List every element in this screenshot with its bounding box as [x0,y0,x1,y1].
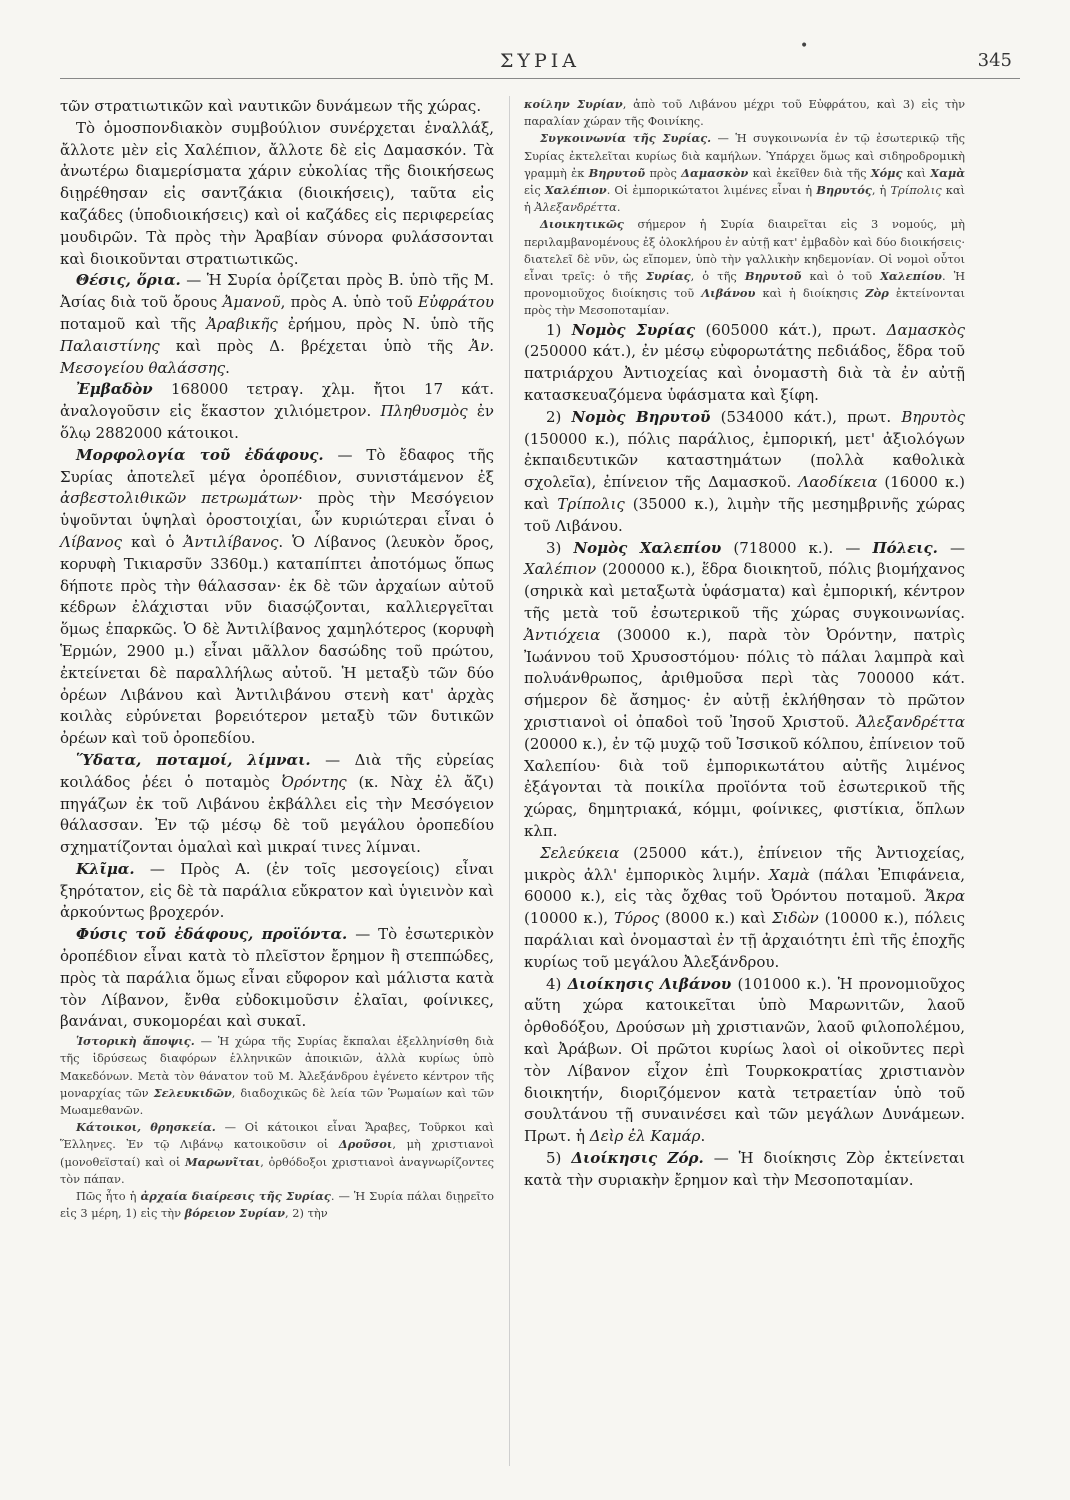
text-run: (10000 κ.), πόλεις παράλιαι καὶ ὀνομασταὶ ἐν τῇ ἀρχαιότητι ἐπὶ τῆς ἐποχῆς κυρίως τοῦ μεγάλου Ἀλεξάνδρου. [524,909,965,971]
emphasis-text: ἀσβεστολιθικῶν πετρωμάτων [60,489,299,508]
paragraph [60,924,494,1033]
paragraph [524,538,965,843]
text-run: , μὴ χριστιανοὶ (μονοθεϊσταί) καὶ οἱ [60,1137,495,1169]
text-run: — [937,538,965,557]
text-run: (25000 κάτ.), ἐπίνειον τῆς Ἀντιοχείας, μικρὸς ἀλλ' ἐμπορικὸς λιμήν. [524,843,965,884]
section-heading: Δαμασκὸν [681,165,749,180]
section-heading: Νομὸς Συρίας [571,320,696,339]
text-run: — Πρὸς Α. (ἐν τοῖς μεσογείοις) εἶναι ξηρότατον, εἰς δὲ τὰ παράλια εὔκρατον καὶ ὑγιεινὸν καὶ ἀρκούντως βροχερόν. [60,859,494,922]
text-run: καὶ ἡ [524,183,965,215]
text-run: (150000 κ.), πόλις παράλιος, ἐμπορική, μετ' ἀξιολόγων ἐκπαιδευτικῶν καταστημάτων (πολλὰ καθολικὰ σχολεῖα), ἐπίνειον τῆς Δαμασκοῦ. [524,429,965,492]
paragraph [60,1033,494,1119]
emphasis-text: Λαοδίκεια [798,473,878,492]
paragraph [524,96,965,130]
section-heading: Δροῦσοι [338,1137,393,1152]
text-run: (200000 κ.), ἕδρα διοικητοῦ, πόλις βιομήχανος (σηρικὰ καὶ μεταξωτὰ ὑφάσματα) καὶ ἐμπορική, κέντρον τῆς μετὰ τοῦ ἐσωτερικοῦ τῆς χώρας συγκοινωνίας. [524,560,965,622]
text-run: — Τὸ ἐσωτερικὸν ὀροπέδιον εἶναι κατὰ τὸ πλεῖστον ἔρημον ἢ στεππώδες, πρὸς τὰ παράλια ὅμως εἶναι εὔφορον καὶ μάλιστα κατὰ τὸν Λίβανον, ἔνθα εὐδοκιμοῦσιν ἐλαῖαι, φοίνικες, βανάναι, συκομορέαι καὶ συκαῖ. [60,925,494,1031]
emphasis-text: Ὀρόντης [281,772,347,791]
text-run: · πρὸς τὴν Μεσόγειον ὑψοῦνται ὑψηλαὶ ὀροστοιχίαι, ὧν κυριώτεραι εἶναι ὁ [60,489,494,530]
text-run: 168000 τετραγ. χλμ. ἤτοι 17 κάτ. ἀναλογοῦσιν εἰς ἕκαστον χιλιόμετρον. [60,380,494,421]
column-divider [509,96,510,1466]
text-run: τῶν στρατιωτικῶν καὶ ναυτικῶν δυνάμεων τῆς χώρας. [60,97,482,115]
text-run: — Οἱ κάτοικοι εἶναι Ἄραβες, Τοῦρκοι καὶ Ἕλληνες. Ἐν τῷ Λιβάνῳ κατοικοῦσιν οἱ [60,1120,494,1152]
text-run: , ὁ τῆς [690,269,745,284]
section-heading: Κάτοικοι, θρησκεία. [76,1120,216,1135]
text-run: — Ἡ Συρία ὁρίζεται πρὸς Β. ὑπὸ τῆς Μ. Ἀσίας διὰ τοῦ ὄρους [60,271,494,312]
text-run: . [700,1127,706,1146]
emphasis-text: Ἀλεξανδρέττα [856,712,965,731]
paragraph [60,750,494,859]
text-run: καὶ ἐκεῖθεν διὰ τῆς [748,165,871,180]
paragraph [60,445,494,750]
text-run: καὶ ὁ [122,532,184,551]
section-heading: βόρειον Συρίαν [184,1206,286,1221]
text-run: πρὸς [645,165,682,180]
section-heading: Βηρυτοῦ [744,269,802,284]
emphasis-text: Ἀν. Μεσογείου θαλάσσης [60,336,494,377]
text-run: (101000 κ.). Ἡ προνομιοῦχος αὕτη χώρα κατοικεῖται ὑπὸ Μαρωνιτῶν, λαοῦ ὀρθοδόξου, Δρούσων μὴ χριστιανῶν, λαοῦ φιλοπολέμου, καὶ Ἀράβων. Οἱ πρῶτοι κυρίως λαοὶ οἱ οἰκοῦντες περὶ τὸν Λίβανον εἶχον ἐπὶ Τουρκοκρατίας χριστιανὸν διοικητήν, διοριζόμενον κατὰ τετραετίαν ὑπὸ τοῦ σουλτάνου τῇ συναινέσει καὶ τῶν μεγάλων Δυνάμεων. Πρωτ. ἡ [524,974,965,1146]
paragraph [60,1188,494,1222]
paragraph [60,118,494,271]
section-heading: Συρίας [645,269,691,284]
text-run: — Ἡ διοίκησις Ζὸρ ἐκτείνεται κατὰ τὴν συριακὴν ἔρημον καὶ τὴν Μεσοποταμίαν. [524,1148,965,1189]
text-run: (16000 κ.) καὶ [524,473,965,514]
text-run: 3) [546,538,574,557]
section-heading: Χόμς [870,165,903,180]
section-heading: Νομὸς Βηρυτοῦ [571,407,711,426]
section-heading: Σελευκιδῶν [153,1085,232,1100]
emphasis-text: Ἀλεξανδρέττα [534,200,617,215]
emphasis-text: Δεὶρ ἐλ Καμάρ [589,1127,701,1146]
text-run: σήμερον ἡ Συρία διαιρεῖται εἰς 3 νομούς, μὴ περιλαμβανομένους ἐξ ὁλοκλήρου ἐν αὐτῇ κατ' ἐμβαδὸν καὶ δύο διοικήσεις· διατελεῖ δὲ νῦν, ὡς εἴπομεν, ὑπὸ τὴν γαλλικὴν κηδεμονίαν. Οἱ νομοὶ οὗτοι εἶναι τρεῖς: ὁ τῆς [524,217,965,284]
section-heading: Ὕδατα, ποταμοί, λίμναι. [76,750,311,769]
text-run: (30000 κ.), παρὰ τὸν Ὀρόντην, πατρὶς Ἰωάννου τοῦ Χρυσοστόμου· πόλις τὸ πάλαι λαμπρὰ καὶ πολυάνθρωπος, ἀριθμοῦσα περὶ τὰς 700000 κάτ. σήμερον δὲ ἄσημος· ἐν αὐτῇ ἐκλήθησαν τὸ πρῶτον χριστιανοὶ οἱ ὀπαδοὶ τοῦ Ἰησοῦ Χριστοῦ. [524,625,965,731]
text-run: (κ. Νὰχ ἐλ ἄζι) πηγάζων ἐκ τοῦ Λιβάνου ἐκβάλλει εἰς τὴν Μεσόγειον θάλασσαν. Ἐν τῷ μέσῳ δὲ τοῦ μεγάλου ὀροπεδίου σχηματίζονται ὁμαλαὶ καὶ μικραί τινες λίμναι. [60,772,494,857]
emphasis-text: Τρίπολις [557,495,625,514]
emphasis-text: Χαλέπιον [524,560,597,579]
section-heading: Συγκοινωνία τῆς Συρίας. [540,131,712,146]
section-heading: Νομὸς Χαλεπίου [573,538,722,557]
text-run: (8000 κ.) καὶ [659,909,772,928]
paragraph [524,407,965,538]
text-run: καὶ [902,165,931,180]
section-heading: Θέσις, ὅρια. [76,271,181,290]
emphasis-text: Ἀντιλίβανος [183,532,279,551]
text-run: 1) [546,320,572,339]
text-run: (20000 κ.), ἐν τῷ μυχῷ τοῦ Ἰσσικοῦ κόλπου, ἐπίνειον τοῦ Χαλεπίου· διὰ τοῦ ἐμπορικωτάτου αὐτῆς λιμένος ἐξάγονται τὰ ποικίλα προϊόντα τοῦ ἐσωτερικοῦ τῆς χώρας, δημητριακά, κόμμι, φοίνικες, φιστίκια, ὅπλων κλπ. [524,734,965,840]
section-heading: Μαρωνῖται [185,1154,261,1169]
paragraph [524,320,965,407]
header-rule [60,78,1020,79]
text-run: (250000 κάτ.), ἐν μέσῳ εὐφορωτάτης πεδιάδος, ἕδρα τοῦ πατριάρχου Ἀντιοχείας καὶ ὀνομαστὴ διὰ τὰ ἐν αὐτῇ κατασκευαζόμενα ὑφάσματα καὶ ξίφη. [524,342,965,405]
paragraph [524,974,965,1148]
text-run: . Ἡ προνομιοῦχος διοίκησις τοῦ [524,269,965,301]
text-run: — Ἡ συγκοινωνία ἐν τῷ ἐσωτερικῷ τῆς Συρίας ἐκτελεῖται κυρίως διὰ καμήλων. Ὑπάρχει ὅμως καὶ σιδηροδρομικὴ γραμμὴ ἐκ [524,131,966,180]
section-heading: Φύσις τοῦ ἐδάφους, προϊόντα. [76,925,348,944]
section-heading: Πόλεις. [872,538,938,557]
right-column [524,96,965,1192]
text-run: ποταμοῦ καὶ τῆς [60,314,207,333]
text-run: εἰς [524,183,545,198]
emphasis-text: Ἄκρα [925,887,965,906]
emphasis-text: Χαμὰ [768,865,810,884]
text-run: . [616,200,621,215]
paragraph [524,216,965,319]
paragraph [60,859,494,924]
text-run: 5) [546,1148,572,1167]
paragraph [524,843,965,974]
text-run: . Οἱ ἐμπορικώτατοι λιμένες εἶναι ἡ [606,183,817,198]
emphasis-text: Ἀραβικῆς [206,314,278,333]
text-run: . Ὁ Λίβανος (λευκὸν ὄρος, κορυφὴ Τικιαρσῦν 3360μ.) καταπίπτει ἀποτόμως ὅπως δήποτε πρὸς τὴν θάλασσαν· ἐκ δὲ τῶν ἀρχαίων αὐτοῦ κέδρων ἐλάχισται νῦν διασῴζονται, καλλιεργεῖται ὅμως ἐπαρκῶς. Ὁ δὲ Ἀντιλίβανος χαμηλότερος (κορυφὴ Ἑρμών, 2900 μ.) εἶναι μᾶλλον δασώδης τοῦ πρώτου, ἐκτείνεται δὲ παραλλήλως αὐτοῦ. Ἡ μεταξὺ τῶν δύο ὀρέων Λιβάνου καὶ Ἀντιλιβάνου στενὴ κατ' ἀρχὰς κοιλὰς εὐρύνεται βορειότερον μεταξὺ τῶν δυτικῶν ὀρέων καὶ τοῦ ὀροπεδίου. [60,532,494,748]
header-dot: • [800,38,809,54]
text-run: (718000 κ.). — [721,538,873,557]
text-run: ἐκτείνονται πρὸς τὴν Μεσοποταμίαν. [524,286,965,318]
text-run: καὶ ἡ διοίκησις [755,286,866,301]
text-run: (605000 κάτ.), πρωτ. [695,320,887,339]
section-heading: Χαλέπιον [544,183,607,198]
section-heading: ἀρχαία διαίρεσις τῆς Συρίας [140,1189,331,1204]
text-run: (10000 κ.), [524,909,614,928]
left-column [60,96,494,1223]
text-run: (35000 κ.), λιμὴν τῆς μεσημβρινῆς χώρας τοῦ Λιβάνου. [524,495,965,535]
section-heading: Διοικητικῶς [540,217,624,232]
section-heading: Ζὸρ [865,286,889,301]
section-heading: Κλῖμα. [76,859,135,878]
emphasis-text: Πληθυσμὸς [380,402,468,421]
section-heading: κοίλην Συρίαν [524,97,623,111]
emphasis-text: Σελεύκεια [540,843,620,862]
section-heading: Ἐμβαδὸν [76,380,153,399]
text-run: ἐν ὅλῳ 2882000 κάτοικοι. [60,402,495,442]
text-run: ἐρήμου, πρὸς Ν. ὑπὸ τῆς [277,314,494,333]
text-run: (534000 κάτ.), πρωτ. [710,407,902,426]
paragraph [60,96,494,118]
text-run: — Διὰ τῆς εὐρείας κοιλάδος ῥέει ὁ ποταμὸς [60,750,494,791]
paragraph [524,1148,965,1192]
emphasis-text: Ἀντιόχεια [524,625,601,644]
paragraph [60,270,494,379]
emphasis-text: Εὐφράτου [418,293,494,312]
text-run: , ἀπὸ τοῦ Λιβάνου μέχρι τοῦ Εὐφράτου, καὶ 3) εἰς τὴν παραλίαν χώραν τῆς Φοινίκης. [524,97,965,129]
text-run: καὶ ὁ τοῦ [801,269,881,284]
section-heading: Μορφολογία τοῦ ἐδάφους. [76,445,324,464]
section-heading: Βηρυτοῦ [588,165,646,180]
page-number: 345 [977,50,1012,71]
text-run: . [225,358,230,377]
text-run: (πάλαι Ἐπιφάνεια, 60000 κ.), εἰς τὰς ὄχθας τοῦ Ὀρόντου ποταμοῦ. [524,865,965,906]
text-run: καὶ πρὸς Δ. βρέχεται ὑπὸ τῆς [159,336,470,355]
emphasis-text: Τρίπολις [890,183,942,198]
section-heading: Χαμὰ [930,165,965,180]
text-run: . — Ἡ Συρία πάλαι διῃρεῖτο εἰς 3 μέρη, 1) εἰς τὴν [60,1189,494,1221]
section-heading: Διοίκησις Ζόρ. [571,1148,704,1167]
emphasis-text: Παλαιστίνης [60,336,160,355]
section-heading: Ἱστορικὴ ἄποψις. [76,1034,195,1049]
running-title: ΣΥΡΙΑ [500,50,580,72]
section-heading: Βηρυτός [816,183,872,198]
paragraph [60,1119,494,1188]
text-run: , διαδοχικῶς δὲ λεία τῶν Ῥωμαίων καὶ τῶν Μωαμεθανῶν. [60,1085,494,1118]
text-run: — Τὸ ἔδαφος τῆς Συρίας ἀποτελεῖ μέγα ὀροπέδιον, συνιστάμενον ἐξ [60,445,494,486]
text-run: Τὸ ὁμοσπονδιακὸν συμβούλιον συνέρχεται ἐναλλάξ, ἄλλοτε μὲν εἰς Χαλέπιον, ἄλλοτε δὲ εἰς Δαμασκόν. Τὰ ἀνωτέρω διαμερίσματα χάριν εὐκολίας τῆς διοικήσεως διῃρέθησαν εἰς σαντζάκια (διοικήσεις), ταῦτα εἰς καζάδες (ὑποδιοικήσεις) καὶ οἱ καζάδες εἰς περιφερείας μουδιρῶν. Τὰ πρὸς τὴν Ἀραβίαν σύνορα φυλάσσονται καὶ διοικοῦνται στρατιωτικῶς. [60,118,494,268]
section-heading: Διοίκησις Λιβάνου [567,974,732,993]
emphasis-text: Δαμασκὸς [886,320,965,339]
page-header [60,38,1020,84]
paragraph [524,130,965,216]
emphasis-text: Ἀμανοῦ [222,293,281,312]
emphasis-text: Σιδὼν [771,909,819,928]
paragraph [60,379,494,444]
emphasis-text: Βηρυτὸς [901,407,965,426]
section-heading: Λιβάνου [701,286,756,301]
emphasis-text: Τύρος [613,909,660,928]
text-run: 4) [546,974,568,993]
text-run: , ἡ [871,183,891,198]
text-run: Πῶς ἦτο ἡ [76,1189,141,1204]
text-run: , πρὸς Α. ὑπὸ τοῦ [280,293,419,312]
text-run: — Ἡ χώρα τῆς Συρίας ἔκπαλαι ἐξελληνίσθη διὰ τῆς ἱδρύσεως διαφόρων ἑλληνικῶν ἀποικιῶν, ἀλλὰ κυρίως ὑπὸ Μακεδόνων. Μετὰ τὸν θάνατον τοῦ Μ. Ἀλεξάνδρου ἐγένετο κέντρον τῆς μοναρχίας τῶν [60,1034,494,1100]
text-run: 2) [546,407,572,426]
section-heading: Χαλεπίου [880,269,942,284]
emphasis-text: Λίβανος [60,532,123,551]
text-run: , ὀρθόδοξοι χριστιανοὶ ἀναγνωρίζοντες τὸν πάπαν. [60,1154,494,1186]
text-run: , 2) τὴν [285,1206,328,1221]
